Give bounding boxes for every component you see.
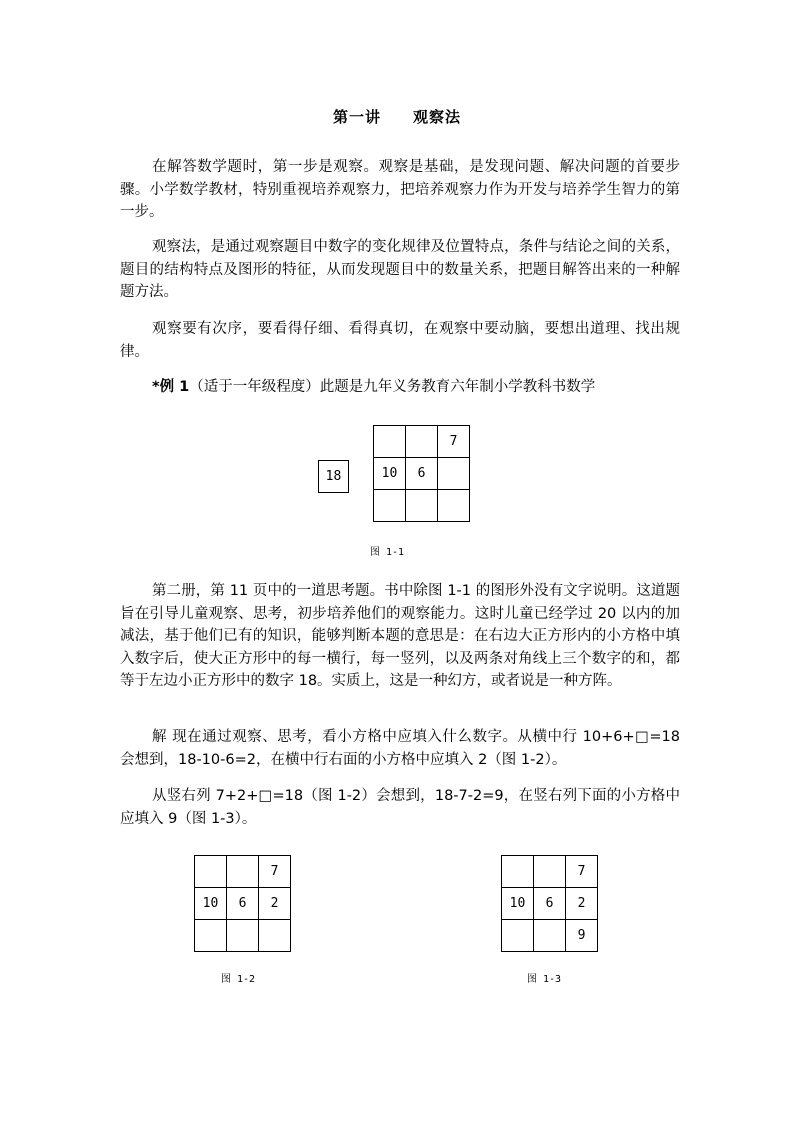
- grid-cell: [195, 856, 227, 888]
- grid-cell: [374, 426, 406, 458]
- magic-square-figure-1: [373, 425, 470, 522]
- grid-cell: [534, 856, 566, 888]
- grid-cell: [259, 920, 291, 952]
- paragraph-intro: 在解答数学题时，第一步是观察。观察是基础，是发现问题、解决问题的首要步骤。小学数学教材，特别重视培养观察力，把培养观察力作为开发与培养学生智力的第一步。: [120, 159, 680, 220]
- grid-cell: 7: [438, 426, 470, 458]
- grid-cell: 10: [195, 888, 227, 920]
- grid-cell: [438, 490, 470, 522]
- grid-cell: 10: [502, 888, 534, 920]
- page-title: [0, 106, 794, 127]
- paragraph-order: 观察要有次序，要看得仔细、看得真切，在观察中要动脑，要想出道理、找出规律。: [120, 321, 680, 360]
- figure-1-caption: 图 1-1: [370, 547, 405, 558]
- paragraph-definition: 观察法，是通过观察题目中数字的变化规律及位置特点，条件与结论之间的关系，题目的结构特点及图形的特征，从而发现题目中的数量关系，把题目解答出来的一种解题方法。: [120, 239, 680, 300]
- grid-cell: [374, 490, 406, 522]
- grid-cell: 2: [259, 888, 291, 920]
- grid-cell: [406, 426, 438, 458]
- grid-cell: 7: [566, 856, 598, 888]
- grid-cell: [406, 490, 438, 522]
- paragraph-context: 第二册，第 11 页中的一道思考题。书中除图 1-1 的图形外没有文字说明。这道题旨在引导儿童观察、思考，初步培养他们的观察能力。这时儿童已经学过 20 以内的加减法，基于他们已有的知识，能够判断本题的意思是：在右边大正方形内的小方格中填入数字后，使大正方形中的每一横行，每一竖列，以及两条对角线上三个数字的和，都等于左边小正方形中的数字 18。实质上，这是一种幻方，或者说是一种方阵。: [120, 583, 680, 689]
- paragraph-solution-step-1: 解 现在通过观察、思考，看小方格中应填入什么数字。从横中行 10+6+□=18 会想到，18-10-6=2，在横中行右面的小方格中应填入 2（图 1-2）。: [120, 729, 680, 768]
- figure-2-caption: 图 1-2: [221, 974, 256, 985]
- grid-cell: 7: [259, 856, 291, 888]
- paragraph-example-heading: [120, 376, 680, 399]
- example-description: （适于一年级程度）此题是九年义务教育六年制小学教科书数学: [189, 379, 596, 395]
- target-sum-box: 18: [318, 460, 349, 493]
- lecture-number: 第一讲: [332, 108, 381, 126]
- grid-cell: [227, 856, 259, 888]
- grid-cell: [502, 920, 534, 952]
- grid-cell: 10: [374, 458, 406, 490]
- grid-cell: 9: [566, 920, 598, 952]
- grid-cell: 6: [534, 888, 566, 920]
- lecture-topic: 观察法: [413, 108, 462, 126]
- paragraph-solution-step-2: 从竖右列 7+2+□=18（图 1-2）会想到，18-7-2=9，在竖右列下面的小方格中应填入 9（图 1-3）。: [120, 788, 680, 827]
- grid-cell: [227, 920, 259, 952]
- grid-cell: [195, 920, 227, 952]
- grid-cell: 6: [406, 458, 438, 490]
- example-label: *例 1: [152, 379, 190, 395]
- figure-3-caption: 图 1-3: [527, 974, 562, 985]
- grid-cell: [438, 458, 470, 490]
- grid-cell: 6: [227, 888, 259, 920]
- magic-square-figure-3: [501, 855, 598, 952]
- magic-square-figure-2: [194, 855, 291, 952]
- grid-cell: [534, 920, 566, 952]
- grid-cell: 2: [566, 888, 598, 920]
- grid-cell: [502, 856, 534, 888]
